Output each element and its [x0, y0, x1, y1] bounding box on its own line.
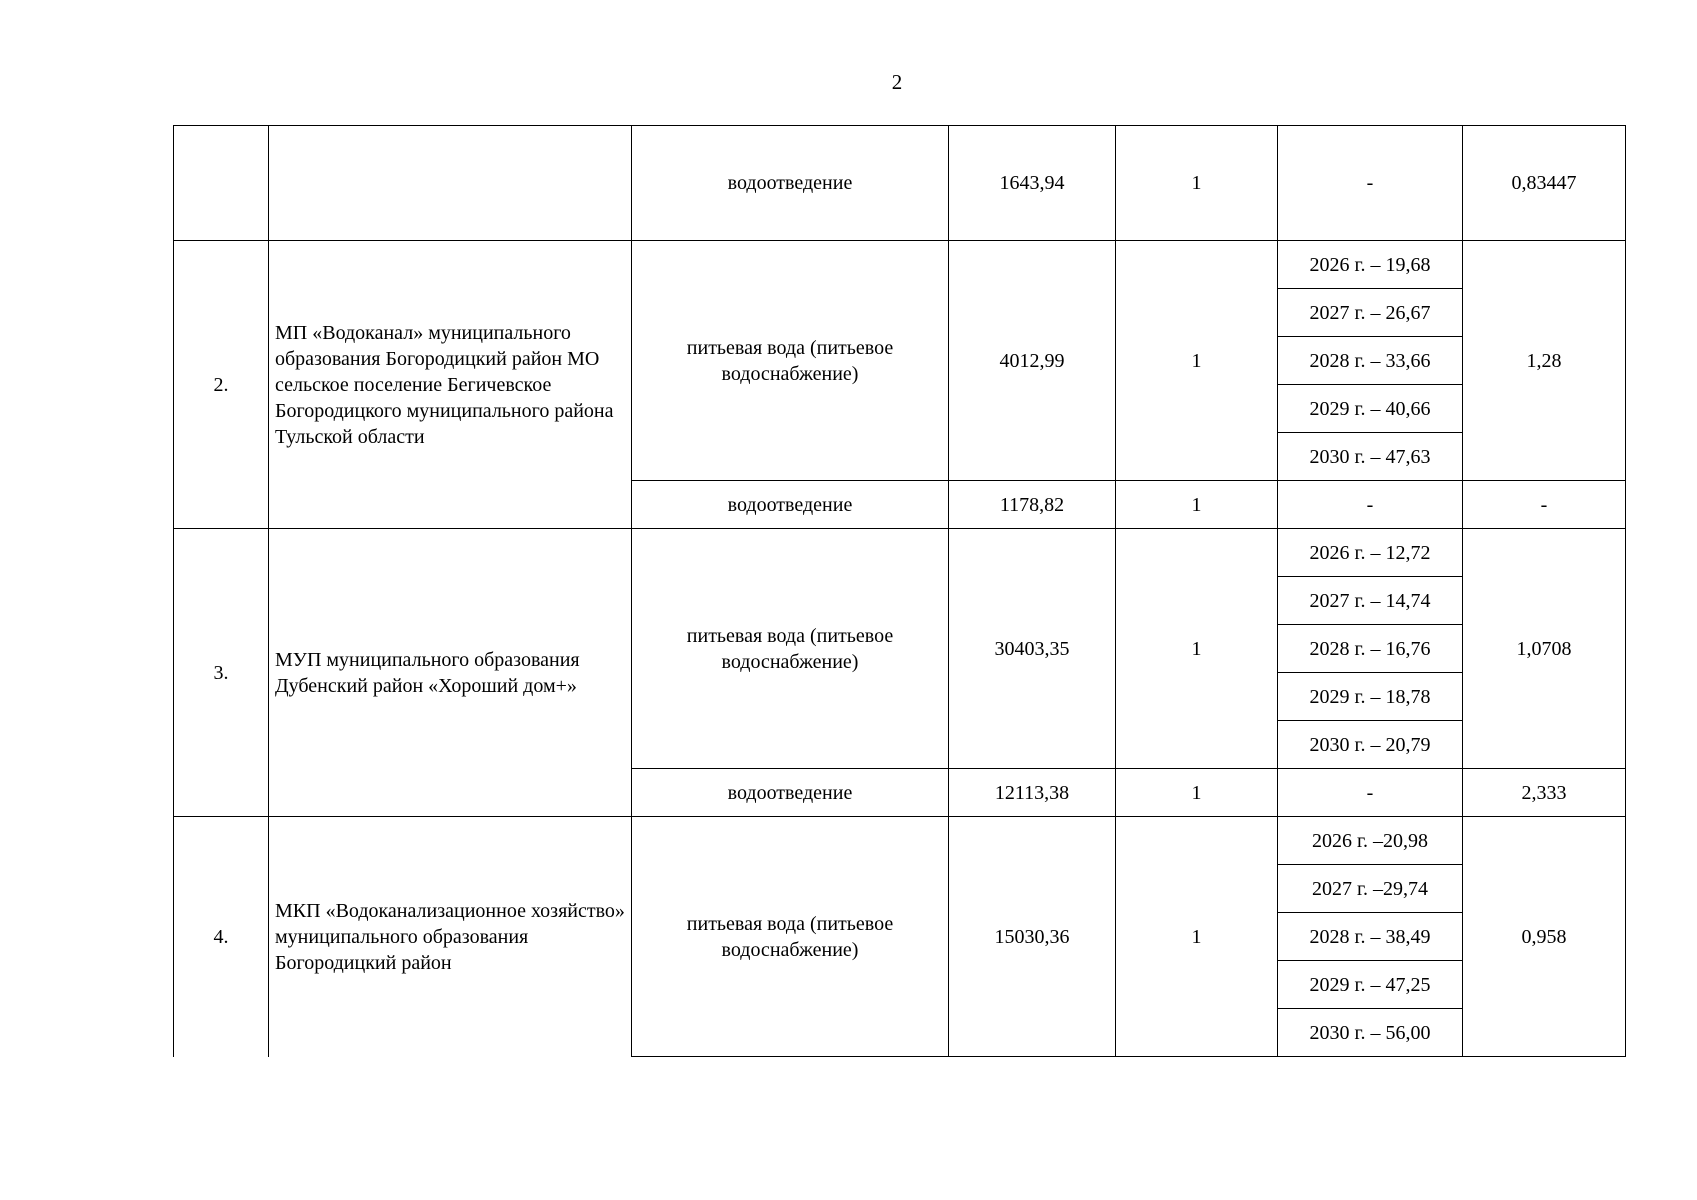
count-cell: 1 — [1116, 241, 1278, 481]
year-value-cell: 2028 г. – 16,76 — [1278, 625, 1463, 673]
coefficient-cell: 1,28 — [1463, 241, 1626, 481]
year-value-cell: - — [1278, 126, 1463, 241]
organization-cell: МУП муниципального образования Дубенский район «Хороший дом+» — [269, 529, 632, 817]
coefficient-cell: - — [1463, 481, 1626, 529]
year-value-cell: 2026 г. –20,98 — [1278, 817, 1463, 865]
count-cell: 1 — [1116, 481, 1278, 529]
organization-cell — [269, 126, 632, 241]
row-number-cell: 2. — [174, 241, 269, 529]
year-value-cell: 2030 г. – 56,00 — [1278, 1009, 1463, 1057]
year-value-cell: - — [1278, 481, 1463, 529]
table-row — [174, 241, 1626, 289]
year-value-cell: - — [1278, 769, 1463, 817]
count-cell: 1 — [1116, 126, 1278, 241]
service-cell: питьевая вода (питьевое водоснабжение) — [632, 529, 949, 769]
year-value-cell: 2030 г. – 20,79 — [1278, 721, 1463, 769]
volume-cell: 1643,94 — [949, 126, 1116, 241]
row-number-cell — [174, 126, 269, 241]
tariff-table — [173, 125, 1626, 1057]
row-number-cell: 4. — [174, 817, 269, 1057]
service-cell: водоотведение — [632, 769, 949, 817]
organization-cell: МП «Водоканал» муниципального образования Богородицкий район МО сельское поселение Бегичевское Богородицкого муниципального района Тульской области — [269, 241, 632, 529]
service-cell: водоотведение — [632, 126, 949, 241]
table-row — [174, 817, 1626, 865]
coefficient-cell: 0,83447 — [1463, 126, 1626, 241]
volume-cell: 15030,36 — [949, 817, 1116, 1057]
year-value-cell: 2029 г. – 47,25 — [1278, 961, 1463, 1009]
year-value-cell: 2027 г. –29,74 — [1278, 865, 1463, 913]
year-value-cell: 2029 г. – 18,78 — [1278, 673, 1463, 721]
service-cell: питьевая вода (питьевое водоснабжение) — [632, 241, 949, 481]
count-cell: 1 — [1116, 817, 1278, 1057]
page-number: 2 — [891, 70, 903, 94]
year-value-cell: 2026 г. – 19,68 — [1278, 241, 1463, 289]
year-value-cell: 2028 г. – 38,49 — [1278, 913, 1463, 961]
table-row — [174, 126, 1626, 241]
row-number-cell: 3. — [174, 529, 269, 817]
year-value-cell: 2029 г. – 40,66 — [1278, 385, 1463, 433]
count-cell: 1 — [1116, 769, 1278, 817]
volume-cell: 30403,35 — [949, 529, 1116, 769]
volume-cell: 1178,82 — [949, 481, 1116, 529]
year-value-cell: 2027 г. – 26,67 — [1278, 289, 1463, 337]
volume-cell: 4012,99 — [949, 241, 1116, 481]
year-value-cell: 2027 г. – 14,74 — [1278, 577, 1463, 625]
service-cell: водоотведение — [632, 481, 949, 529]
coefficient-cell: 0,958 — [1463, 817, 1626, 1057]
count-cell: 1 — [1116, 529, 1278, 769]
year-value-cell: 2026 г. – 12,72 — [1278, 529, 1463, 577]
coefficient-cell: 1,0708 — [1463, 529, 1626, 769]
coefficient-cell: 2,333 — [1463, 769, 1626, 817]
service-cell: питьевая вода (питьевое водоснабжение) — [632, 817, 949, 1057]
table-row — [174, 529, 1626, 577]
year-value-cell: 2028 г. – 33,66 — [1278, 337, 1463, 385]
volume-cell: 12113,38 — [949, 769, 1116, 817]
year-value-cell: 2030 г. – 47,63 — [1278, 433, 1463, 481]
organization-cell: МКП «Водоканализационное хозяйство» муниципального образования Богородицкий район — [269, 817, 632, 1057]
